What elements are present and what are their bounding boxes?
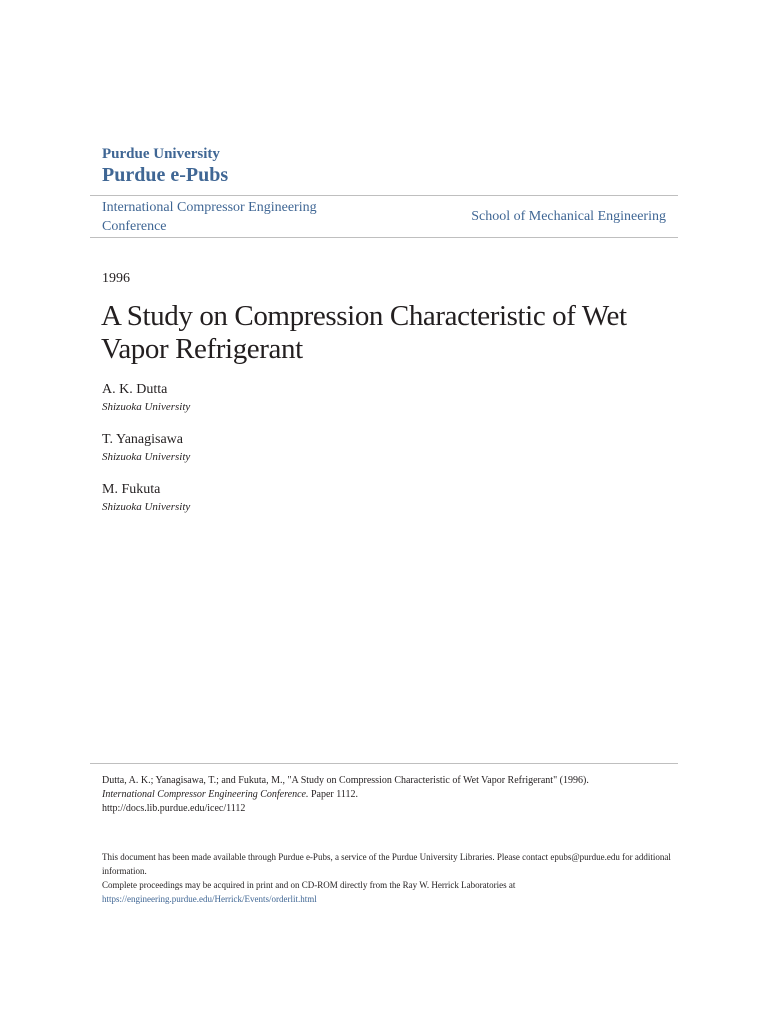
author-name[interactable]: T. Yanagisawa [102,432,184,447]
conference-link[interactable]: International Compressor Engineering Conference [102,200,317,234]
author-name[interactable]: M. Fukuta [102,482,161,497]
author-item [102,381,502,431]
header-divider [90,237,678,238]
publication-year: 1996 [102,271,130,286]
availability-text: This document has been made available through Purdue e-Pubs, a service of the Purdue University Libraries. Please contact epubs@purdue.edu for additional information. [102,852,671,876]
author-item [102,431,502,481]
author-affiliation: Shizuoka University [102,501,191,513]
citation-venue: International Compressor Engineering Conference. [102,789,309,800]
citation-authors-title: Dutta, A. K.; Yanagisawa, T.; and Fukuta, M., "A Study on Compression Characteristic of Wet Vapor Refrigerant" (1996). [102,775,589,786]
author-name[interactable]: A. K. Dutta [102,382,168,397]
proceedings-line [102,878,677,906]
proceedings-text: Complete proceedings may be acquired in print and on CD-ROM directly from the Ray W. Herrick Laboratories at [102,880,516,890]
author-affiliation: Shizuoka University [102,401,191,413]
repository-brand[interactable] [102,145,228,187]
availability-notice [102,850,677,906]
author-list [102,381,502,531]
proceedings-link[interactable]: https://engineering.purdue.edu/Herrick/Events/orderlit.html [102,894,317,904]
brand-university[interactable]: Purdue University [102,146,220,162]
school-link[interactable]: School of Mechanical Engineering [471,209,666,224]
citation-divider [90,763,678,764]
top-divider [90,195,678,196]
citation-paper-number: Paper 1112. [308,789,358,800]
citation-venue-line [102,788,682,802]
brand-epubs[interactable]: Purdue e-Pubs [102,164,229,186]
author-affiliation: Shizuoka University [102,451,191,463]
paper-title: A Study on Compression Characteristic of Wet Vapor Refrigerant [101,300,627,365]
author-item [102,481,502,531]
citation-block [102,774,682,816]
citation-url[interactable]: http://docs.lib.purdue.edu/icec/1112 [102,803,246,814]
